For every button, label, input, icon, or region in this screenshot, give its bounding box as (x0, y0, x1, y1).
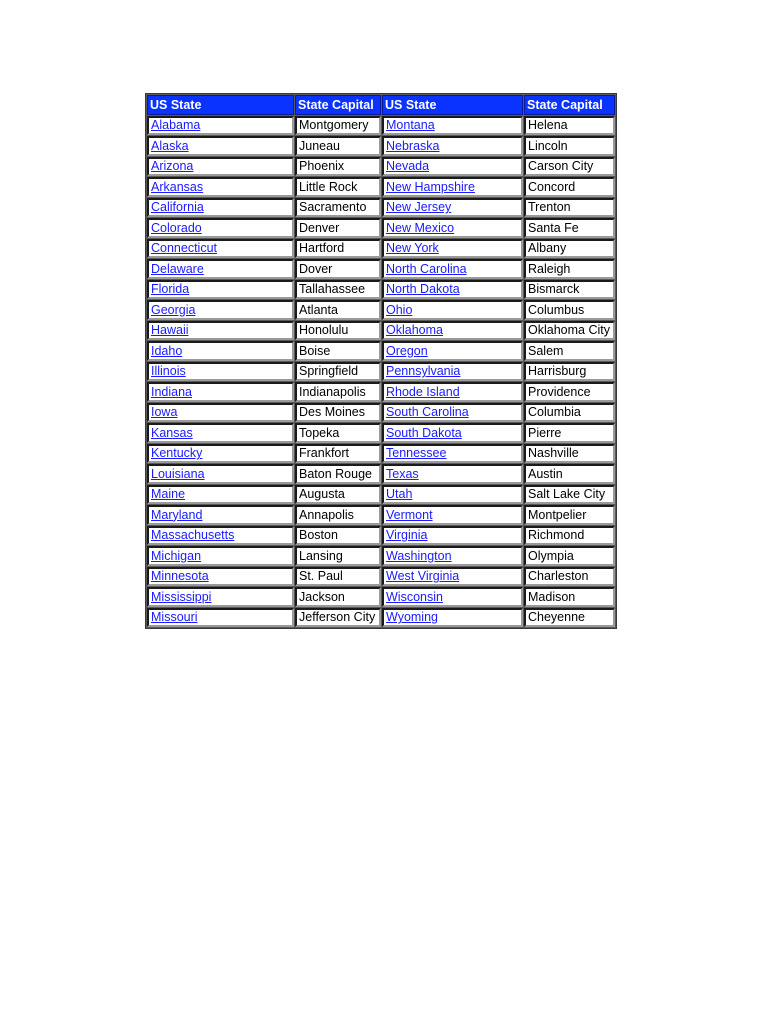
table-cell (382, 116, 523, 136)
state-link-right[interactable]: New York (386, 241, 439, 256)
state-link-right[interactable]: Wisconsin (386, 589, 443, 604)
table-cell (382, 526, 523, 546)
capital-right: Lincoln (528, 138, 568, 153)
capital-left: Juneau (299, 138, 341, 153)
table-cell (382, 362, 523, 382)
capital-left: Little Rock (299, 179, 358, 194)
capital-right: Oklahoma City (528, 323, 610, 338)
table-cell (524, 136, 615, 156)
state-link-right[interactable]: North Dakota (386, 282, 460, 297)
state-link-left[interactable]: Kansas (151, 425, 193, 440)
table-cell (295, 116, 381, 136)
table-cell (382, 198, 523, 218)
states-capitals-table (145, 93, 617, 629)
capital-right: Olympia (528, 548, 574, 563)
table-cell (524, 382, 615, 402)
state-link-left[interactable]: Arizona (151, 159, 194, 174)
capital-right: Columbus (528, 302, 585, 317)
capital-left: Sacramento (299, 200, 367, 215)
table-cell (524, 157, 615, 177)
capital-left: Tallahassee (299, 282, 366, 297)
table-cell (295, 157, 381, 177)
capital-right: Charleston (528, 569, 589, 584)
capital-left: Atlanta (299, 302, 338, 317)
capital-right: Pierre (528, 425, 562, 440)
capital-right: Austin (528, 466, 563, 481)
table-cell (382, 157, 523, 177)
table-cell (147, 321, 294, 341)
table-cell (524, 464, 615, 484)
capital-right: Nashville (528, 446, 579, 461)
state-link-right[interactable]: North Carolina (386, 261, 467, 276)
table-cell (147, 464, 294, 484)
table-cell (524, 259, 615, 279)
table-cell (147, 218, 294, 238)
capital-left: Augusta (299, 487, 345, 502)
table-row (147, 403, 615, 423)
capital-right: Helena (528, 118, 568, 133)
state-link-left[interactable]: Mississippi (151, 589, 212, 604)
state-link-left[interactable]: Louisiana (151, 466, 205, 481)
capital-left: Topeka (299, 425, 340, 440)
capital-left: Denver (299, 220, 340, 235)
table-cell (524, 116, 615, 136)
table-cell (382, 239, 523, 259)
state-link-left[interactable]: Kentucky (151, 446, 203, 461)
table-row (147, 464, 615, 484)
table-cell (147, 403, 294, 423)
table-cell (295, 423, 381, 443)
state-link-right[interactable]: Nevada (386, 159, 430, 174)
table-row (147, 362, 615, 382)
table-row (147, 177, 615, 197)
state-link-right[interactable]: Oklahoma (386, 323, 443, 338)
capital-right: Harrisburg (528, 364, 587, 379)
table-cell (524, 587, 615, 607)
table-cell (295, 444, 381, 464)
table-cell (147, 382, 294, 402)
table-cell (147, 608, 294, 628)
table-cell (147, 567, 294, 587)
table-cell (147, 423, 294, 443)
table-cell (147, 157, 294, 177)
table-cell (147, 587, 294, 607)
table-cell (524, 321, 615, 341)
table-cell (295, 239, 381, 259)
capital-left: Boise (299, 343, 331, 358)
state-link-left[interactable]: California (151, 200, 204, 215)
capital-left: Montgomery (299, 118, 369, 133)
table-cell (382, 464, 523, 484)
state-link-right[interactable]: Wyoming (386, 610, 438, 625)
table-row (147, 321, 615, 341)
state-link-right[interactable]: Utah (386, 487, 413, 502)
table-row (147, 567, 615, 587)
table-cell (382, 259, 523, 279)
table-cell (295, 259, 381, 279)
table-row (147, 423, 615, 443)
table-row (147, 239, 615, 259)
state-link-left[interactable]: Florida (151, 282, 190, 297)
table-cell (147, 362, 294, 382)
table-row (147, 526, 615, 546)
table-cell (524, 341, 615, 361)
capital-left: Jefferson City (299, 610, 376, 625)
state-link-right[interactable]: New Jersey (386, 200, 452, 215)
table-cell (295, 218, 381, 238)
table-cell (295, 403, 381, 423)
table-cell (382, 505, 523, 525)
table-cell (147, 116, 294, 136)
state-link-left[interactable]: Connecticut (151, 241, 218, 256)
table-row (147, 218, 615, 238)
state-link-right[interactable]: South Dakota (386, 425, 462, 440)
table-cell (147, 341, 294, 361)
table-row (147, 300, 615, 320)
capital-left: Des Moines (299, 405, 365, 420)
state-link-right[interactable]: Virginia (386, 528, 428, 543)
table-cell (147, 505, 294, 525)
table-row (147, 116, 615, 136)
table-cell (295, 382, 381, 402)
table-cell (382, 485, 523, 505)
table-cell (295, 321, 381, 341)
table-header (147, 95, 615, 115)
table-row (147, 198, 615, 218)
capital-left: Frankfort (299, 446, 350, 461)
table-cell (382, 444, 523, 464)
table-cell (147, 546, 294, 566)
table-cell (524, 218, 615, 238)
table-cell (382, 403, 523, 423)
state-link-left[interactable]: Michigan (151, 548, 202, 563)
state-link-left[interactable]: Massachusetts (151, 528, 235, 543)
state-link-left[interactable]: Illinois (151, 364, 186, 379)
state-link-left[interactable]: Arkansas (151, 179, 204, 194)
table-body (147, 116, 615, 628)
capital-right: Salem (528, 343, 564, 358)
table-cell (382, 587, 523, 607)
table-cell (295, 567, 381, 587)
state-link-left[interactable]: Indiana (151, 384, 193, 399)
state-link-left[interactable]: Alabama (151, 118, 201, 133)
capital-right: Madison (528, 589, 576, 604)
table-cell (382, 321, 523, 341)
table-row (147, 341, 615, 361)
table-cell (147, 280, 294, 300)
header-state-capital-left: State Capital (295, 95, 381, 115)
table-cell (382, 177, 523, 197)
table-cell (382, 608, 523, 628)
table-cell (382, 300, 523, 320)
state-link-right[interactable]: Nebraska (386, 138, 440, 153)
table-row (147, 485, 615, 505)
state-link-right[interactable]: South Carolina (386, 405, 469, 420)
table-cell (524, 546, 615, 566)
table-row (147, 546, 615, 566)
table-cell (147, 444, 294, 464)
table-row (147, 444, 615, 464)
capital-left: Indianapolis (299, 384, 366, 399)
state-link-right[interactable]: Montana (386, 118, 435, 133)
table-cell (295, 464, 381, 484)
capital-right: Cheyenne (528, 610, 585, 625)
table-cell (147, 259, 294, 279)
capital-left: Annapolis (299, 507, 354, 522)
capital-right: Richmond (528, 528, 585, 543)
table-cell (382, 423, 523, 443)
table-cell (382, 136, 523, 156)
table-cell (295, 198, 381, 218)
table-cell (382, 382, 523, 402)
table-cell (147, 136, 294, 156)
capital-right: Salt Lake City (528, 487, 606, 502)
state-link-right[interactable]: Oregon (386, 343, 428, 358)
table-cell (524, 362, 615, 382)
capital-left: Springfield (299, 364, 359, 379)
state-link-right[interactable]: Pennsylvania (386, 364, 461, 379)
table-cell (147, 485, 294, 505)
table-row (147, 280, 615, 300)
state-link-right[interactable]: New Mexico (386, 220, 455, 235)
state-link-left[interactable]: Maryland (151, 507, 203, 522)
table-cell (147, 239, 294, 259)
capital-right: Columbia (528, 405, 581, 420)
capital-right: Carson City (528, 159, 594, 174)
capital-right: Raleigh (528, 261, 571, 276)
capital-left: Baton Rouge (299, 466, 372, 481)
table-cell (295, 505, 381, 525)
state-link-right[interactable]: Vermont (386, 507, 433, 522)
header-us-state-left: US State (147, 95, 294, 115)
table-cell (524, 526, 615, 546)
table-cell (147, 177, 294, 197)
state-link-left[interactable]: Georgia (151, 302, 196, 317)
state-link-left[interactable]: Minnesota (151, 569, 209, 584)
table-cell (295, 136, 381, 156)
table-cell (295, 177, 381, 197)
table-cell (524, 198, 615, 218)
table-cell (295, 341, 381, 361)
state-link-left[interactable]: Delaware (151, 261, 204, 276)
state-link-right[interactable]: Tennessee (386, 446, 447, 461)
state-link-right[interactable]: Rhode Island (386, 384, 460, 399)
table-cell (147, 526, 294, 546)
state-link-left[interactable]: Colorado (151, 220, 202, 235)
table-cell (295, 608, 381, 628)
state-link-right[interactable]: Texas (386, 466, 419, 481)
capital-right: Concord (528, 179, 576, 194)
table-row (147, 136, 615, 156)
table-cell (524, 444, 615, 464)
capital-right: Bismarck (528, 282, 580, 297)
table-cell (295, 362, 381, 382)
table-cell (524, 423, 615, 443)
table-cell (524, 608, 615, 628)
table-cell (524, 485, 615, 505)
state-link-left[interactable]: Maine (151, 487, 186, 502)
state-link-left[interactable]: Hawaii (151, 323, 189, 338)
table-cell (382, 567, 523, 587)
table-cell (382, 218, 523, 238)
header-us-state-right: US State (382, 95, 523, 115)
table-row (147, 505, 615, 525)
table-cell (295, 526, 381, 546)
capital-right: Trenton (528, 200, 571, 215)
header-state-capital-right: State Capital (524, 95, 615, 115)
state-link-left[interactable]: Idaho (151, 343, 183, 358)
capital-right: Albany (528, 241, 567, 256)
table-cell (524, 300, 615, 320)
table-row (147, 587, 615, 607)
table-cell (524, 403, 615, 423)
table-row (147, 157, 615, 177)
capital-left: St. Paul (299, 569, 343, 584)
capital-right: Providence (528, 384, 591, 399)
table-row (147, 382, 615, 402)
capital-left: Lansing (299, 548, 343, 563)
state-link-left[interactable]: Iowa (151, 405, 178, 420)
state-link-left[interactable]: Missouri (151, 610, 198, 625)
table-cell (295, 587, 381, 607)
table-cell (382, 341, 523, 361)
capital-right: Santa Fe (528, 220, 579, 235)
table-cell (524, 239, 615, 259)
table-row (147, 608, 615, 628)
state-link-right[interactable]: Ohio (386, 302, 413, 317)
state-link-right[interactable]: Washington (386, 548, 452, 563)
capital-right: Montpelier (528, 507, 587, 522)
table-row (147, 259, 615, 279)
table-cell (295, 280, 381, 300)
table-cell (382, 280, 523, 300)
table-cell (147, 300, 294, 320)
capital-left: Honolulu (299, 323, 349, 338)
table-cell (524, 177, 615, 197)
table-cell (524, 567, 615, 587)
table-cell (524, 505, 615, 525)
capital-left: Phoenix (299, 159, 345, 174)
state-link-right[interactable]: New Hampshire (386, 179, 475, 194)
table-cell (295, 546, 381, 566)
state-link-right[interactable]: West Virginia (386, 569, 460, 584)
table-cell (524, 280, 615, 300)
capital-left: Jackson (299, 589, 345, 604)
header-row (147, 95, 615, 115)
capital-left: Dover (299, 261, 333, 276)
capital-left: Hartford (299, 241, 345, 256)
capital-left: Boston (299, 528, 338, 543)
state-link-left[interactable]: Alaska (151, 138, 189, 153)
table-cell (147, 198, 294, 218)
table-cell (382, 546, 523, 566)
table-cell (295, 300, 381, 320)
table-cell (295, 485, 381, 505)
